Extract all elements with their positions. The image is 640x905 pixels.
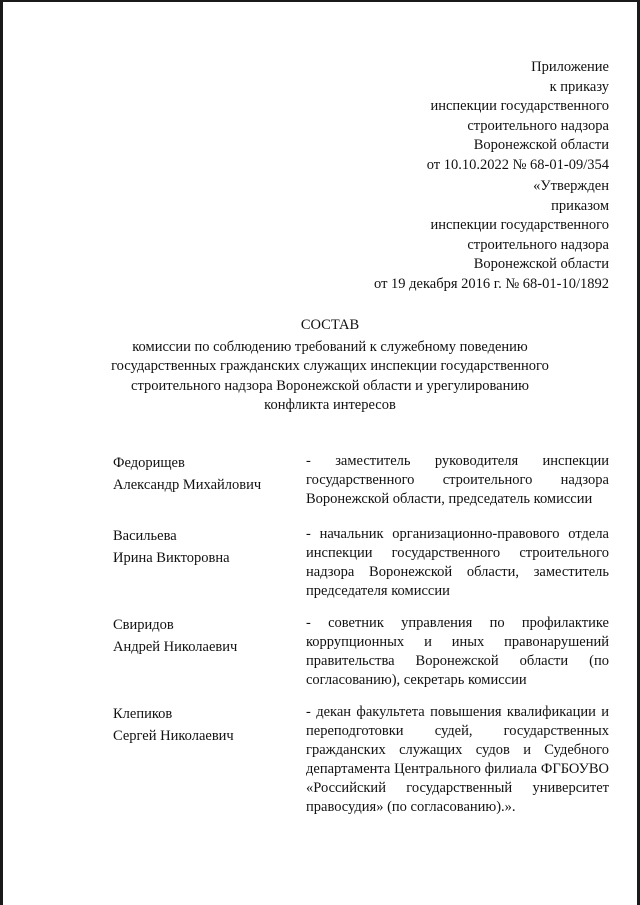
approval-line: инспекции государственного xyxy=(430,217,609,233)
member-name xyxy=(113,703,293,747)
page-edge-left xyxy=(0,0,3,905)
approval-line: «Утвержден xyxy=(533,178,609,194)
member-surname: Свиридов xyxy=(113,617,174,633)
member-role: - декан факультета повышения квалификации и переподготовки судей, государственных гражданских служащих судов и Судебного департамента Центрального филиала ФГБОУВО «Российский государственный университет правосудия» (по согласованию).». xyxy=(306,704,609,815)
approval-line: приказом xyxy=(551,197,609,214)
member-role: - начальник организационно-правового отдела инспекции государственного строительного надзора Воронежской области, заместитель председателя комиссии xyxy=(306,526,609,599)
document-title xyxy=(90,316,570,416)
appendix-line: строительного надзора xyxy=(467,117,609,134)
member-surname: Васильева xyxy=(113,528,177,544)
member-surname: Федорищев xyxy=(113,455,185,471)
appendix-line: к приказу xyxy=(549,78,609,95)
member-role: - советник управления по профилактике коррупционных и иных правонарушений правительства Воронежской области (по согласованию), секретарь комиссии xyxy=(306,615,609,688)
member-given-names: Александр Михайлович xyxy=(113,477,262,493)
member-name xyxy=(113,525,293,569)
appendix-line: инспекции государственного xyxy=(430,98,609,114)
member-name xyxy=(113,452,293,496)
appendix-line: Приложение xyxy=(531,59,609,75)
approval-line: Воронежской области xyxy=(473,256,609,272)
title-line: комиссии по соблюдению требований к служебному поведению xyxy=(132,338,528,355)
member-given-names: Ирина Викторовна xyxy=(113,550,230,566)
member-surname: Клепиков xyxy=(113,706,173,722)
title-line: конфликта интересов xyxy=(264,397,396,413)
approval-header xyxy=(374,177,609,294)
appendix-line: Воронежской области xyxy=(473,137,609,153)
member-role: - заместитель руководителя инспекции государственного строительного надзора Воронежской области, председатель комиссии xyxy=(306,453,609,507)
appendix-header xyxy=(427,58,609,175)
title-line: строительного надзора Воронежской области и урегулированию xyxy=(131,377,529,394)
appendix-line: от 10.10.2022 № 68-01-09/354 xyxy=(426,156,609,173)
member-given-names: Сергей Николаевич xyxy=(113,728,234,744)
approval-line: строительного надзора xyxy=(467,236,609,253)
member-given-names: Андрей Николаевич xyxy=(113,639,238,655)
title-line: государственных гражданских служащих инспекции государственного xyxy=(111,358,549,374)
approval-line: от 19 декабря 2016 г. № 68-01-10/1892 xyxy=(374,275,609,292)
page-edge-top xyxy=(0,0,640,2)
title-heading: СОСТАВ xyxy=(300,317,360,333)
member-name xyxy=(113,614,293,658)
